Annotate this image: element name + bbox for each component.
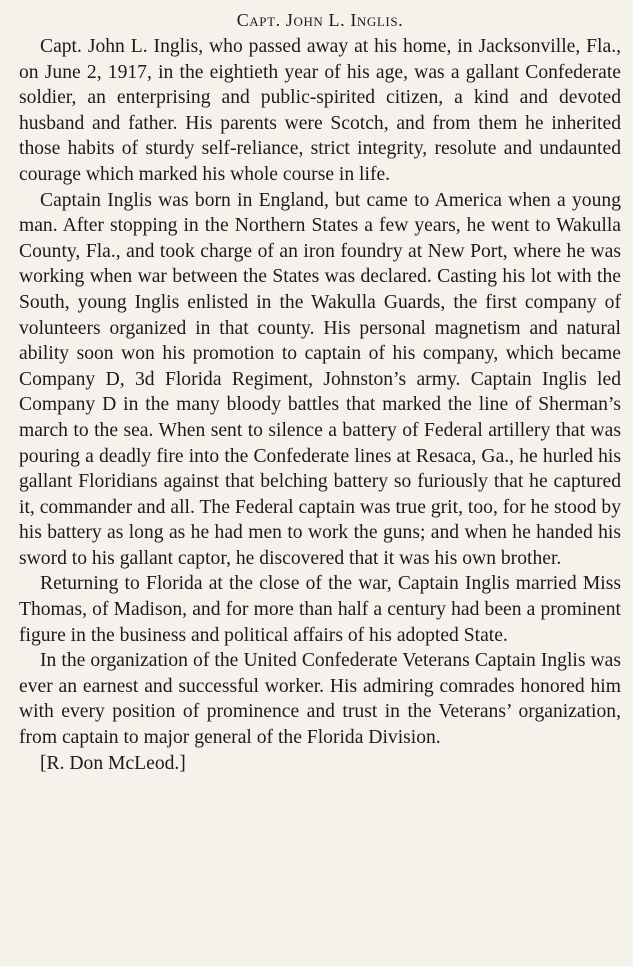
paragraph-1: Capt. John L. Inglis, who passed away at his home, in Jacksonville, Fla., on June 2, 1917, in the eightieth year of his age, was a gallant Confederate soldier, an enterprising and public-spirited citizen, a kind and devoted husband and father. His parents were Scotch, and from them he inherited those habits of sturdy self-reliance, strict integrity, resolute and undaunted courage which marked his whole course in life. bbox=[19, 36, 621, 185]
paragraph-3: Returning to Florida at the close of the war, Captain Inglis married Miss Thomas, of Madison, and for more than half a century had been a prominent figure in the business and political affairs of his adopted State. bbox=[19, 573, 621, 646]
paragraph-4: In the organization of the United Confederate Veterans Captain Inglis was ever an earnest and successful worker. His admiring comrades honored him with every position of prominence and trust in the Veterans’ organization, from captain to major general of the Florida Division. bbox=[19, 650, 621, 749]
article-title: Capt. John L. Inglis. bbox=[236, 10, 404, 30]
author-signature: [R. Don McLeod.] bbox=[40, 752, 186, 774]
paragraph-2: Captain Inglis was born in England, but came to America when a young man. After stopping in the Northern States a few years, he went to Wakulla County, Fla., and took charge of an iron foundry at New Port, where he was working when war between the States was declared. Casting his lot with the South, young Inglis enlisted in the Wakulla Guards, the first company of volunteers organized in that county. His personal magnetism and natural ability soon won his promotion to captain of his company, which became Company D, 3d Florida Regiment, Johnston’s army. Captain Inglis led Company D in the many bloody battles that marked the line of Sherman’s march to the sea. When sent to silence a battery of Federal artillery that was pouring a deadly fire into the Confederate lines at Resaca, Ga., he hurled his gallant Floridians against that belching battery so furiously that he captured it, commander and all. The Federal captain was true grit, too, for he stood by his battery as long as he had men to work the guns; and when he handed his sword to his gallant captor, he discovered that it was his own brother. bbox=[19, 189, 621, 569]
